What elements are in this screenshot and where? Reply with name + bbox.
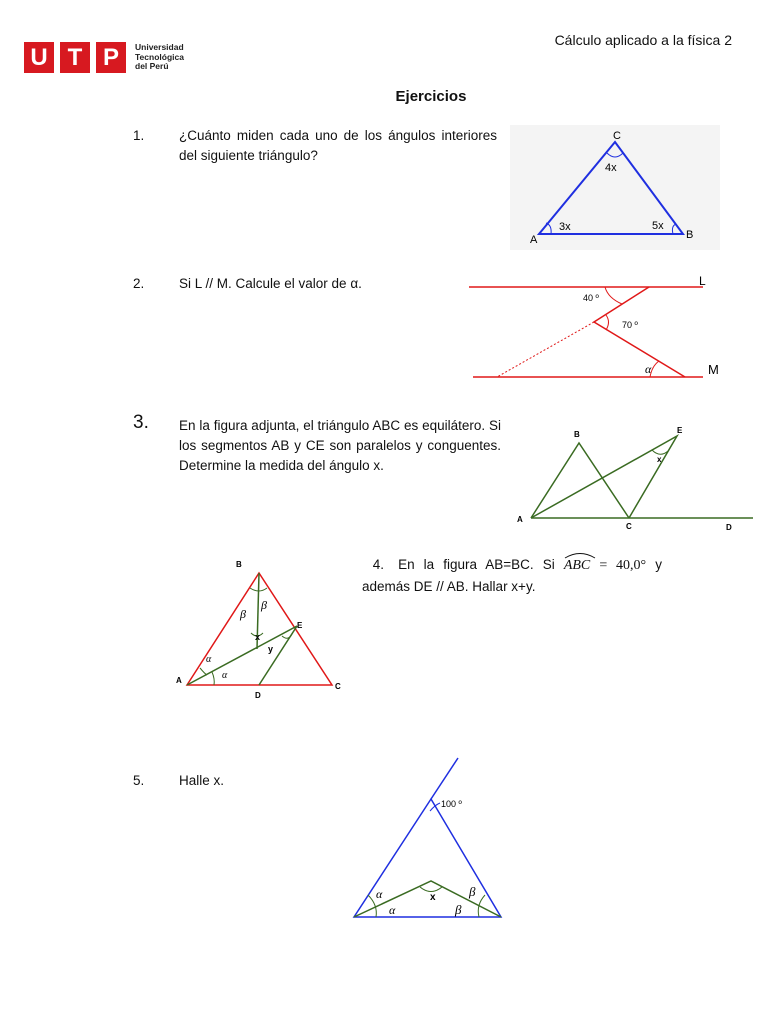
point-label-d: D: [255, 691, 261, 700]
greek-label-beta-2: β: [455, 902, 462, 917]
angle-label-alpha: α: [645, 362, 652, 376]
angle-arc-alpha: [650, 361, 659, 377]
segments-ae-ce: [531, 436, 677, 518]
zigzag-segments: [594, 287, 685, 377]
logo-line-2: Tecnológica: [135, 51, 184, 62]
angle-label-x: x: [255, 632, 261, 642]
course-name: Cálculo aplicado a la física 2: [554, 32, 732, 48]
logo-line-3: del Perú: [135, 61, 169, 71]
question-1-figure: [510, 125, 720, 250]
question-2-text: Si L // M. Calcule el valor de α.: [179, 276, 362, 291]
angle-label-100: 100 º: [441, 799, 462, 809]
question-4-number: 4.: [372, 557, 384, 572]
page-title: Ejercicios: [395, 88, 467, 105]
angle-label-c: 4x: [605, 162, 617, 174]
point-label-a: A: [517, 515, 523, 524]
question-1-text: ¿Cuánto miden cada uno de los ángulos interiores del siguiente triángulo?: [179, 128, 497, 163]
point-label-b: B: [574, 430, 580, 439]
question-4-text-before: En la figura AB=BC. Si: [398, 557, 555, 572]
formula-arc-letters: ABC: [563, 558, 591, 573]
question-5-number: 5.: [133, 773, 145, 788]
angle-label-70: 70 º: [622, 320, 638, 330]
angle-arc-x: [420, 887, 442, 892]
question-4-figure: [172, 552, 352, 702]
point-label-e: E: [677, 426, 683, 435]
segment-ae: [187, 626, 297, 685]
greek-label-beta-1: β: [469, 884, 476, 899]
question-3-number: 3.: [133, 412, 149, 433]
greek-label-alpha-1: α: [376, 887, 383, 901]
question-1-number: 1.: [133, 128, 145, 143]
line-label-l: L: [699, 274, 706, 288]
question-3-figure: [510, 420, 760, 540]
question-4-text: [362, 554, 662, 597]
vertex-label-a: A: [530, 234, 538, 246]
greek-label-alpha-2: α: [222, 670, 228, 681]
angle-arc-70: [606, 315, 609, 330]
angle-label-x: x: [430, 892, 436, 903]
extension-line: [431, 758, 458, 799]
greek-label-alpha-1: α: [206, 654, 212, 665]
point-label-d: D: [726, 523, 732, 532]
question-5-figure: [345, 755, 515, 927]
point-label-c: C: [626, 522, 632, 531]
triangle-abc: [187, 573, 332, 685]
angle-label-b: 5x: [652, 220, 664, 232]
angle-label-a: 3x: [559, 221, 571, 233]
question-2-number: 2.: [133, 276, 145, 291]
logo-line-1: Universidad: [135, 42, 184, 52]
angle-arc-x: [652, 450, 668, 454]
greek-label-alpha-2: α: [389, 903, 396, 917]
question-3-text: En la figura adjunta, el triángulo ABC es equilátero. Si los segmentos AB y CE son paralelos y conguentes. Determine la medida del ángulo x.: [179, 418, 501, 473]
triangle-sides: [531, 443, 629, 518]
greek-label-beta-1: β: [240, 607, 246, 621]
logo-letter-u: U: [24, 42, 54, 73]
angle-label-y: y: [268, 644, 274, 654]
angle-arc-beta: [478, 895, 485, 917]
point-label-e: E: [297, 621, 303, 630]
dotted-extension: [497, 322, 594, 377]
angle-arc-alpha-2: [212, 672, 214, 685]
line-label-m: M: [708, 362, 719, 377]
point-label-c: C: [335, 682, 341, 691]
question-4-text-after: y además DE // AB. Hallar x+y.: [362, 557, 662, 594]
arc-symbol: [564, 551, 596, 559]
angle-label-x: x: [657, 455, 662, 464]
logo-letter-t: T: [60, 42, 90, 73]
vertex-label-c: C: [613, 130, 621, 142]
angle-label-40: 40 º: [583, 293, 599, 303]
greek-label-beta-2: β: [261, 598, 267, 612]
question-2-figure: [465, 270, 755, 385]
formula-value: = 40,0°: [599, 558, 647, 573]
point-label-b: B: [236, 560, 242, 569]
logo-university-name: [135, 43, 184, 72]
angle-arc-40: [605, 287, 622, 304]
point-label-a: A: [176, 676, 182, 685]
question-5-text: Halle x.: [179, 773, 225, 788]
logo-letter-p: P: [96, 42, 126, 73]
vertex-label-b: B: [686, 229, 694, 241]
angle-arc-alpha-1: [200, 668, 207, 675]
formula-abc-arc: [564, 555, 590, 576]
